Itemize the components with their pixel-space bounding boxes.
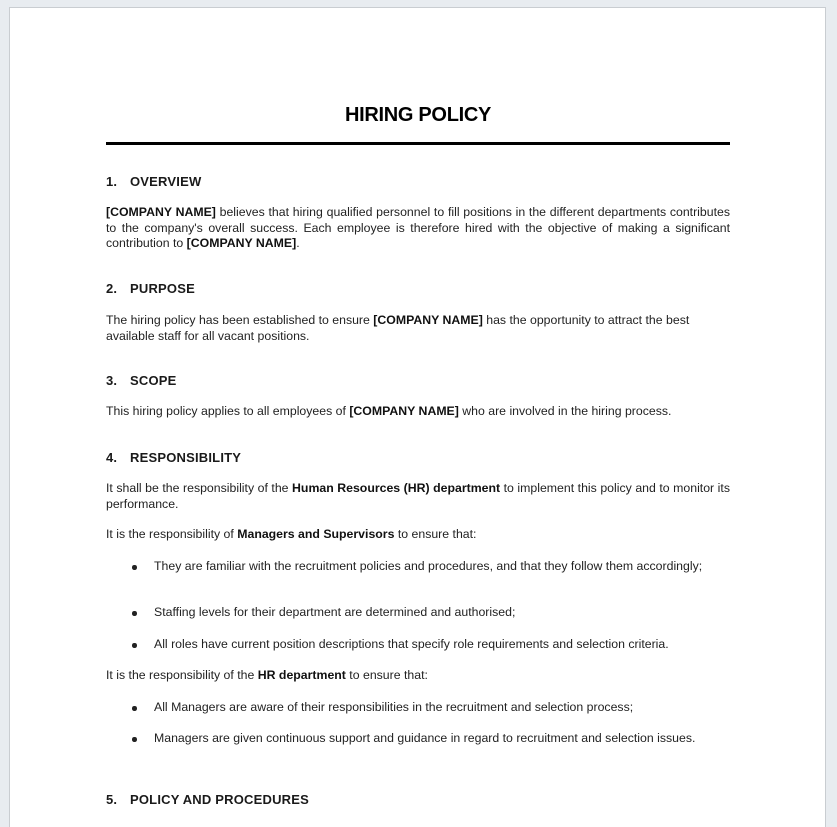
responsibility-paragraph-managers — [106, 527, 730, 543]
list-item — [130, 700, 730, 716]
hr-intro-end: to ensure that: — [345, 668, 428, 682]
section-number: 1. — [106, 174, 118, 189]
list-item — [130, 731, 730, 747]
responsibility-text: It shall be the responsibility of the — [106, 481, 293, 495]
overview-text: believes that hiring qualified personnel to fill positions in the different departments contributes to the company's overall success. Each employee is therefore hired with the objective of making a significant contribution to — [106, 205, 731, 250]
company-name-placeholder: [COMPANY NAME] — [186, 236, 297, 250]
responsibility-paragraph-hr — [106, 481, 730, 512]
section-heading-purpose — [106, 281, 195, 296]
purpose-text-end: has the opportunity to attract the best available staff for all vacant positions. — [106, 313, 690, 343]
list-item-text: Managers are given continuous support and guidance in regard to recruitment and selection issues. — [154, 731, 696, 745]
purpose-text: The hiring policy has been established to ensure — [106, 313, 374, 327]
overview-text-end: . — [296, 236, 300, 250]
managers-intro-end: to ensure that: — [394, 527, 477, 541]
list-item-text: They are familiar with the recruitment policies and procedures, and that they follow them accordingly; — [154, 559, 703, 573]
scope-text: This hiring policy applies to all employees of — [106, 404, 350, 418]
managers-supervisors-emphasis: Managers and Supervisors — [237, 527, 395, 541]
section-title: SCOPE — [130, 373, 177, 388]
section-heading-overview — [106, 174, 201, 189]
managers-intro-text: It is the responsibility of — [106, 527, 238, 541]
list-item — [130, 559, 730, 575]
section-title: RESPONSIBILITY — [130, 450, 242, 465]
scope-paragraph — [106, 404, 730, 420]
list-item — [130, 637, 730, 653]
section-title: POLICY AND PROCEDURES — [130, 792, 310, 807]
responsibility-paragraph-hr-ensure — [106, 668, 730, 684]
document-page — [9, 7, 826, 827]
title-divider — [106, 142, 730, 145]
list-item — [130, 605, 730, 621]
hr-intro-text: It is the responsibility of the — [106, 668, 258, 682]
hr-department-emphasis: Human Resources (HR) department — [292, 481, 501, 495]
overview-paragraph — [106, 205, 730, 252]
list-item-text: Staffing levels for their department are determined and authorised; — [154, 605, 516, 619]
responsibility-text-end: to implement this policy and to monitor its performance. — [106, 481, 730, 511]
company-name-placeholder: [COMPANY NAME] — [373, 313, 483, 327]
section-heading-policy-procedures — [106, 792, 309, 807]
company-name-placeholder: [COMPANY NAME] — [349, 404, 459, 418]
purpose-paragraph — [106, 313, 730, 344]
hr-department-emphasis: HR department — [257, 668, 346, 682]
company-name-placeholder: [COMPANY NAME] — [106, 205, 216, 219]
list-item-text: All Managers are aware of their responsibilities in the recruitment and selection process; — [154, 700, 634, 714]
section-title: OVERVIEW — [130, 174, 202, 189]
section-title: PURPOSE — [130, 281, 195, 296]
document-title: HIRING POLICY — [344, 104, 492, 126]
section-number: 5. — [106, 792, 118, 807]
scope-text-end: who are involved in the hiring process. — [458, 404, 672, 418]
section-heading-responsibility — [106, 450, 241, 465]
section-heading-scope — [106, 373, 177, 388]
section-number: 2. — [106, 281, 118, 296]
section-number: 3. — [106, 373, 118, 388]
section-number: 4. — [106, 450, 118, 465]
list-item-text: All roles have current position descriptions that specify role requirements and selection criteria. — [154, 637, 669, 651]
